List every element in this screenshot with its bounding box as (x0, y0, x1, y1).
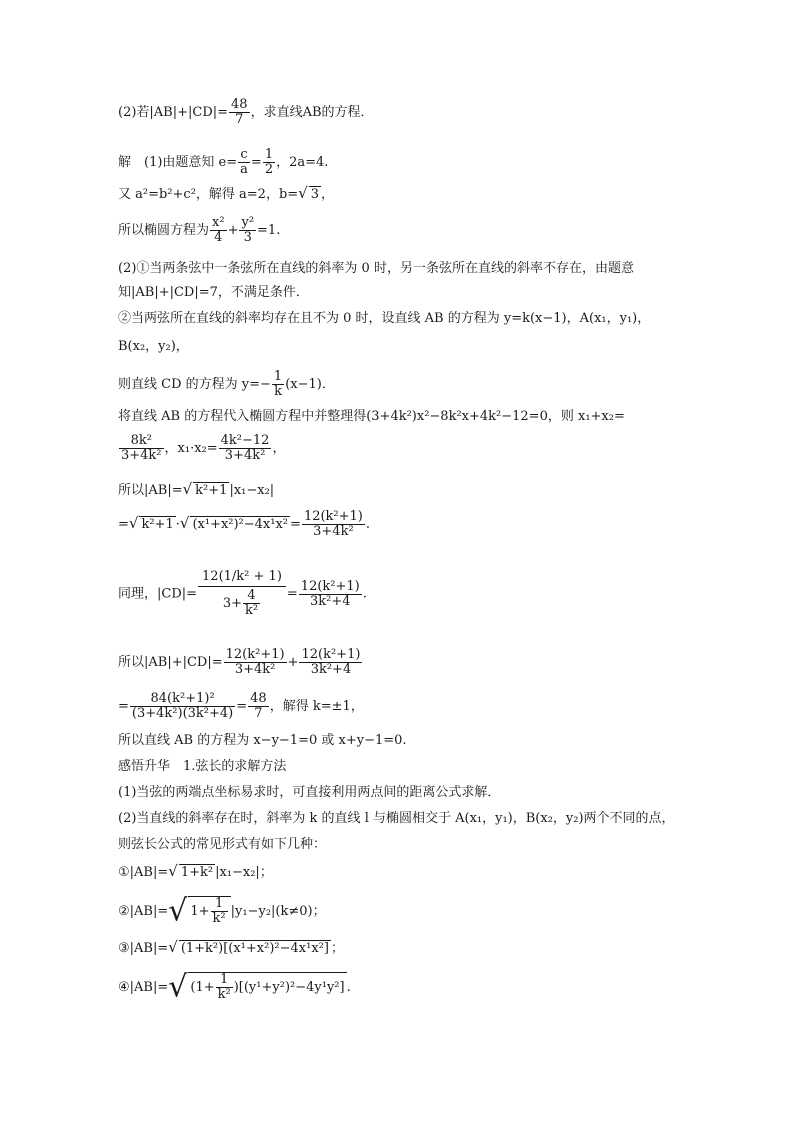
numerator: 48 (250, 691, 267, 706)
numerator: 12(k²+1) (225, 647, 285, 662)
ab-length-line-2: =√ k²+1 ·√ (x¹+x²)²−4x¹x² = $\frac{\text{12(k²+1)}}{\text{3+4k²}}$ . (118, 509, 371, 539)
text: 1+ (190, 904, 210, 919)
text: ， (321, 187, 335, 202)
fraction (229, 98, 250, 127)
denominator: k² (217, 987, 231, 1002)
text: · (175, 517, 180, 532)
text: ； (330, 941, 344, 956)
text: ，2a=4. (276, 155, 329, 170)
radicand: 3 (310, 187, 320, 202)
numerator: 1 (211, 897, 228, 912)
denominator: a (240, 162, 248, 177)
text-line: 知|AB|+|CD|=7，不满足条件． (118, 285, 309, 300)
radicand: 1+k² (180, 865, 214, 880)
numerator: 4k²−12 (220, 433, 270, 448)
fraction (239, 216, 256, 245)
ab-length-line-1: 所以|AB|=√ k²+1 |x₁−x₂| (118, 480, 275, 498)
radicand: (1+k²)[(x¹+x²)²−4x¹x²] (180, 941, 329, 956)
text-line: 将直线 AB 的方程代入椭圆方程中并整理得(3+4k²)x²−8k²x+4k²−12=0，则 x₁+x₂= (118, 409, 625, 424)
question-2 (118, 98, 374, 127)
text: 则直线 CD 的方程为 y=− (118, 377, 271, 392)
radicand (188, 972, 346, 1002)
fraction (130, 692, 235, 721)
numerator: 84(k²+1)² (130, 692, 235, 707)
numerator: 12(k²+1) (301, 647, 361, 662)
text: = (290, 517, 301, 532)
solution-line-1 (118, 148, 328, 177)
denominator: 7 (235, 112, 244, 127)
denominator: 3 (243, 230, 252, 245)
fraction (263, 148, 275, 177)
fraction (219, 434, 272, 463)
text: 解 (1)由题意知 e= (118, 155, 238, 170)
sum-line-2 (118, 692, 364, 721)
denominator: k² (212, 911, 226, 926)
text: + (287, 655, 299, 670)
formula-2: ②|AB|=√ 1+ $\frac{1}{\text{k²}}$ |y₁−y₂|(k≠0)； (118, 893, 326, 929)
text: = (286, 586, 298, 602)
formula-1: ①|AB|=√ 1+k² |x₁−x₂|； (118, 862, 273, 880)
text: ，x₁·x₂= (164, 441, 218, 456)
text: |x₁−x₂| (229, 483, 275, 498)
vieta-formulas (118, 434, 285, 463)
formula-3: ③|AB|=√ (1+k²)[(x¹+x²)²−4x¹x²] ； (118, 938, 344, 956)
fraction (198, 568, 286, 620)
denominator: 3+4k² (121, 448, 162, 463)
numerator: 1 (264, 147, 274, 162)
text: . (365, 517, 371, 532)
text: ， (272, 441, 286, 456)
numerator: 12(1/k² + 1) (198, 568, 286, 587)
radicand: k²+1 (141, 517, 174, 532)
text: |y₁−y₂|(k≠0)； (230, 904, 326, 919)
text: =1. (257, 223, 281, 238)
text: ，解得 k=±1， (269, 699, 364, 714)
text: (2)若|AB|+|CD|= (118, 105, 229, 120)
fraction (210, 216, 227, 245)
denominator: 4 (214, 230, 223, 245)
numerator: 4 (243, 589, 260, 604)
text: |x₁−x₂|； (215, 865, 273, 880)
text: 所以椭圆方程为 (118, 223, 210, 238)
text: (1+ (190, 980, 215, 995)
text: ①|AB|= (118, 865, 169, 880)
fraction (243, 589, 260, 618)
numerator: 1 (216, 973, 233, 988)
sum-line-1 (118, 648, 363, 677)
numerator: 48 (231, 97, 248, 112)
fraction (211, 897, 228, 926)
text-line: (2)当直线的斜率存在时，斜率为 k 的直线 l 与椭圆相交于 A(x₁，y₁)，B(x₂，y₂)两个不同的点， (118, 811, 675, 826)
denominator (198, 587, 286, 620)
numerator: 8k² (119, 434, 164, 449)
numerator: x² (212, 215, 225, 230)
denominator: 2 (264, 162, 274, 177)
denominator: 3k²+4 (310, 593, 351, 609)
formula-4: ④|AB|=√ (1+ $\frac{1}{\text{k²}}$ )[(y¹+y²)²−4y¹y²] . (118, 969, 351, 1005)
text: 同理，|CD|= (118, 586, 198, 602)
fraction (272, 370, 284, 399)
text: (x−1)． (285, 377, 335, 392)
ellipse-equation (118, 216, 280, 245)
text-line: ②当两弦所在直线的斜率均存在且不为 0 时，设直线 AB 的方程为 y=k(x−1)，A(x₁，y₁)， (118, 311, 651, 326)
text: = (250, 155, 262, 170)
text: 3+ (222, 596, 242, 611)
numerator: 12(k²+1) (300, 578, 360, 594)
fraction (302, 510, 365, 539)
text: + (227, 223, 239, 238)
denominator: k² (245, 603, 259, 618)
fraction (299, 580, 362, 609)
text: = (118, 517, 129, 532)
text: 所以|AB|= (118, 483, 183, 498)
fraction (224, 648, 287, 677)
fraction (248, 692, 269, 721)
section-heading: 感悟升华 1.弦长的求解方法 (118, 759, 287, 774)
denominator: k (274, 384, 282, 399)
text: . (346, 980, 351, 995)
text-line: 则弦长公式的常见形式有如下几种： (118, 837, 327, 852)
text: )[(y¹+y²)²−4y¹y²] (233, 980, 345, 995)
fraction (299, 648, 362, 677)
line-cd-equation (118, 370, 335, 399)
text-line: (1)当弦的两端点坐标易求时，可直接利用两点间的距离公式求解． (118, 785, 501, 800)
text: ④|AB|= (118, 980, 169, 995)
radicand (188, 896, 230, 926)
text: ③|AB|= (118, 941, 169, 956)
denominator: 3+4k² (313, 524, 354, 539)
denominator: (3+4k²)(3k²+4) (131, 706, 234, 721)
denominator: 3+4k² (224, 448, 266, 463)
denominator: 3+4k² (234, 662, 276, 677)
text-line: 所以直线 AB 的方程为 x−y−1=0 或 x+y−1=0. (118, 733, 407, 748)
denominator: 3k²+4 (310, 662, 352, 677)
numerator: y² (241, 215, 255, 230)
denominator: 7 (254, 706, 263, 721)
cd-length (118, 568, 367, 620)
numerator: c (238, 148, 250, 163)
fraction (216, 973, 233, 1002)
text-line: B(x₂，y₂)， (118, 339, 189, 354)
fraction (238, 148, 250, 177)
text: ，求直线AB的方程． (250, 105, 374, 120)
text: = (118, 699, 129, 714)
text: 所以|AB|+|CD|= (118, 655, 223, 670)
text-line: (2)①当两条弦中一条弦所在直线的斜率为 0 时，另一条弦所在直线的斜率不存在，由题意 (118, 261, 634, 276)
radicand: k²+1 (195, 483, 228, 498)
radicand: (x¹+x²)²−4x¹x² (192, 517, 289, 532)
text: ②|AB|= (118, 904, 169, 919)
numerator: 1 (273, 369, 283, 384)
solution-line-2: 又 a²=b²+c²，解得 a=2，b=√ 3 ， (118, 184, 335, 202)
text: = (236, 699, 248, 714)
text: 又 a²=b²+c²，解得 a=2，b= (118, 187, 299, 202)
fraction (119, 434, 164, 463)
text: . (362, 586, 367, 602)
numerator: 12(k²+1) (303, 509, 363, 524)
